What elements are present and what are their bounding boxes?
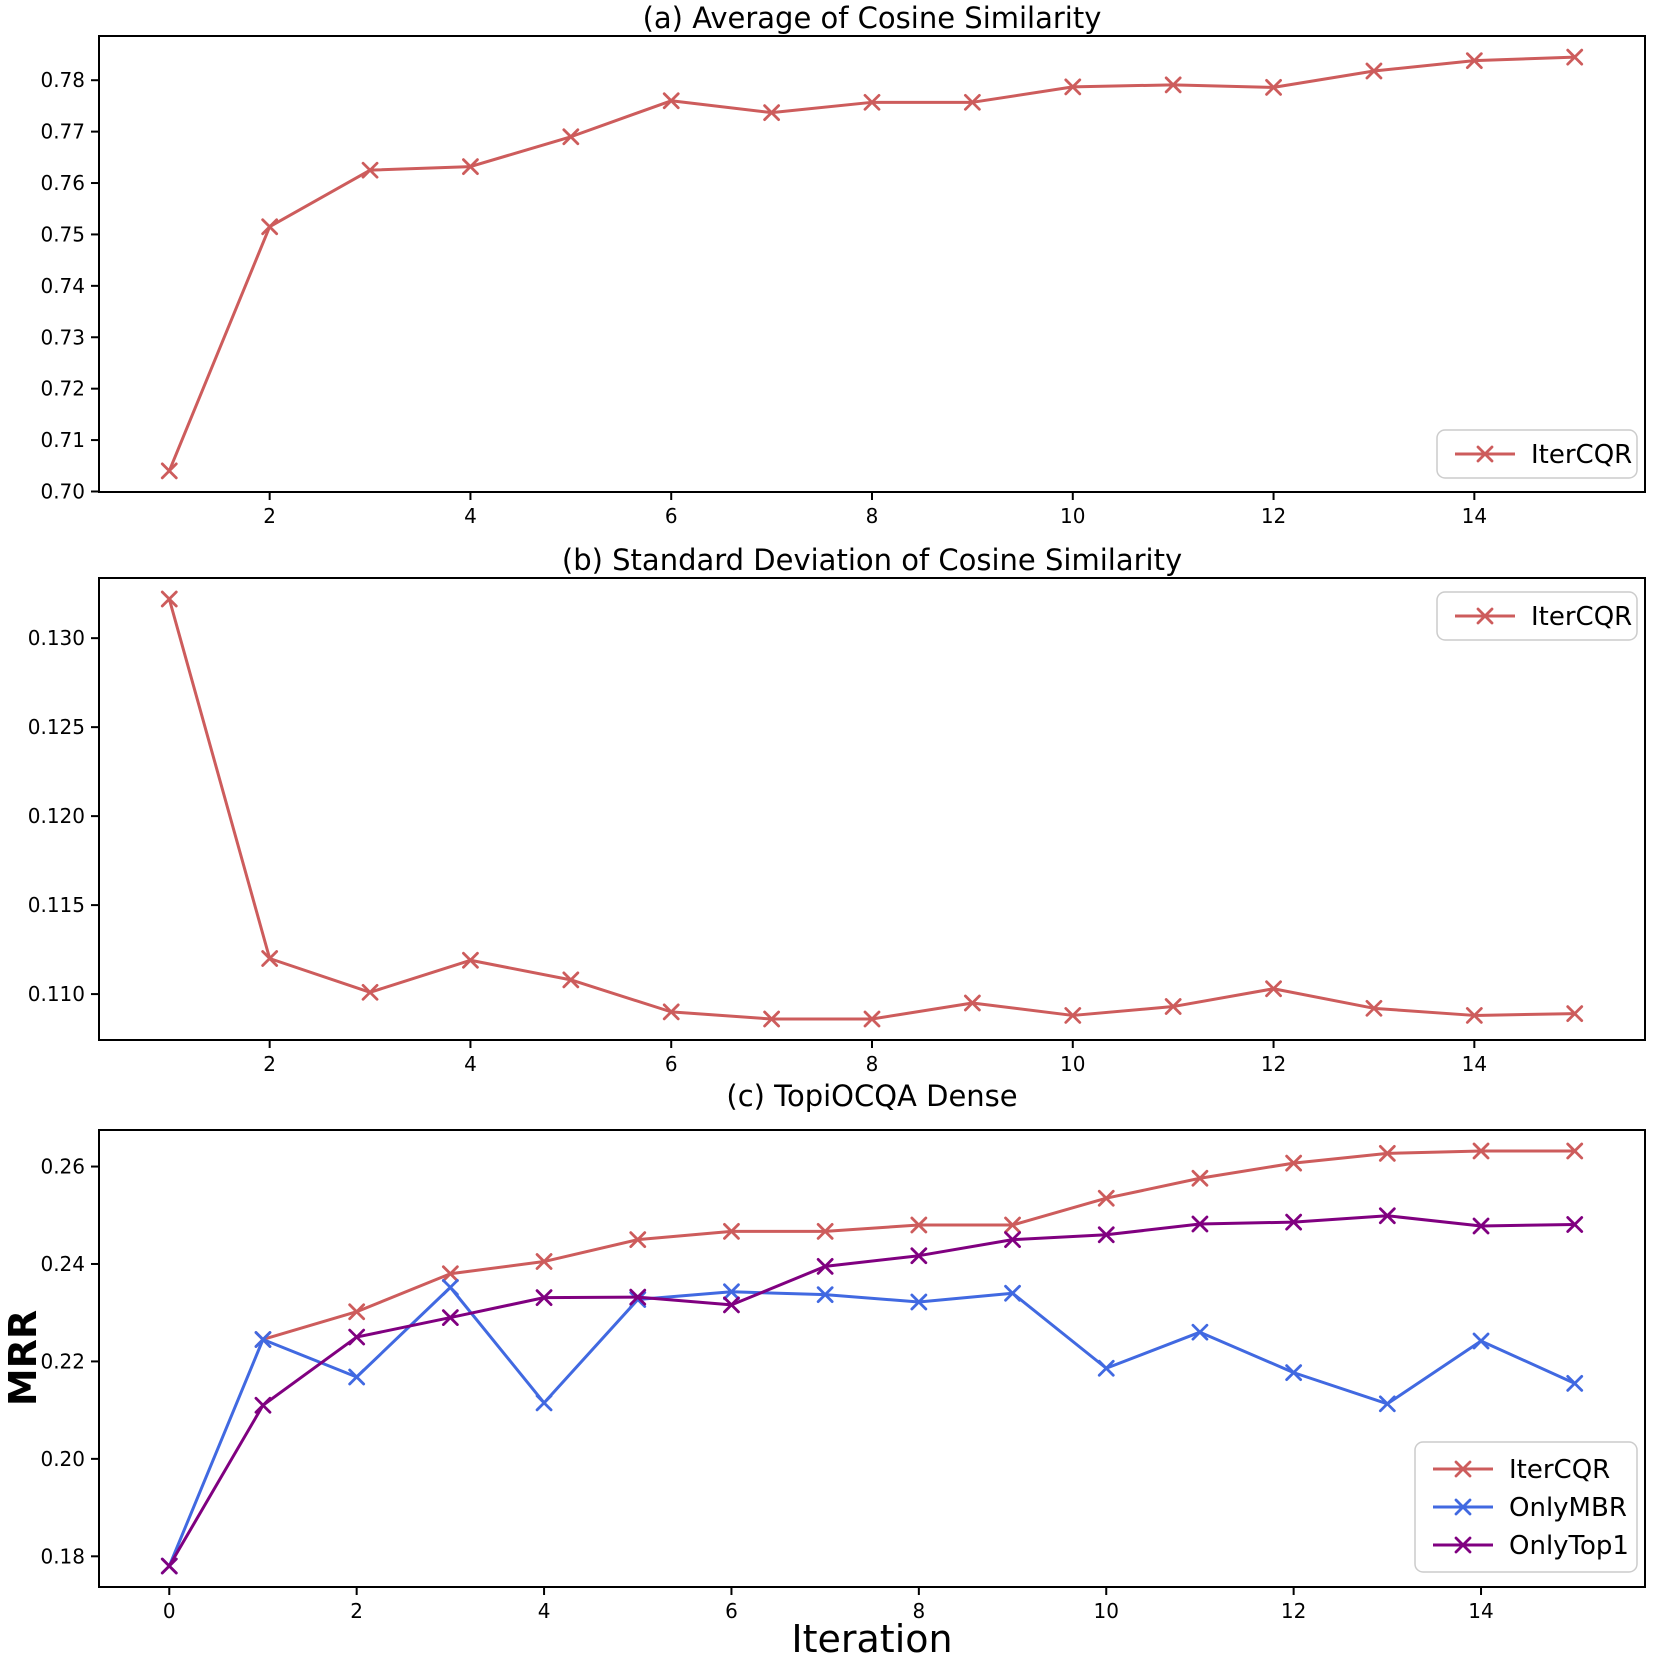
x-tick-label: 14 <box>1468 1599 1494 1623</box>
x-tick-label: 14 <box>1461 1052 1488 1076</box>
y-tick-label: 0.20 <box>40 1446 85 1471</box>
y-tick-label: 0.18 <box>40 1544 85 1569</box>
legend <box>1415 1442 1637 1572</box>
x-tick-label: 8 <box>912 1599 926 1623</box>
x-tick-label: 2 <box>263 504 277 528</box>
y-tick-label: 0.74 <box>40 273 85 298</box>
y-tick-label: 0.24 <box>40 1251 85 1276</box>
chart-a-title: (a) Average of Cosine Similarity <box>642 1 1102 35</box>
y-tick-label: 0.73 <box>40 325 85 350</box>
x-tick-label: 14 <box>1461 504 1488 528</box>
x-tick-label: 2 <box>263 1052 277 1076</box>
y-tick-label: 0.75 <box>40 222 85 247</box>
legend-label: IterCQR <box>1531 440 1633 470</box>
x-tick-label: 12 <box>1280 1599 1307 1623</box>
legend-label: IterCQR <box>1509 1455 1611 1485</box>
x-tick-label: 2 <box>350 1599 364 1623</box>
x-tick-label: 4 <box>537 1599 551 1623</box>
x-tick-label: 8 <box>865 504 879 528</box>
y-tick-label: 0.110 <box>27 982 85 1007</box>
legend-label: IterCQR <box>1531 602 1633 632</box>
x-tick-label: 12 <box>1260 1052 1287 1076</box>
legend <box>1437 592 1637 640</box>
y-tick-label: 0.115 <box>27 893 85 918</box>
y-tick-label: 0.70 <box>40 479 85 504</box>
y-tick-label: 0.26 <box>40 1154 85 1179</box>
chart-c-title: (c) TopiOCQA Dense <box>726 1079 1018 1113</box>
x-tick-label: 8 <box>865 1052 879 1076</box>
legend-label: OnlyMBR <box>1509 1493 1627 1523</box>
x-tick-label: 10 <box>1060 1052 1086 1076</box>
x-tick-label: 4 <box>464 504 477 528</box>
x-tick-label: 10 <box>1060 504 1086 528</box>
y-tick-label: 0.125 <box>27 715 85 740</box>
x-tick-label: 0 <box>162 1599 176 1623</box>
y-tick-label: 0.130 <box>27 626 85 651</box>
x-tick-label: 12 <box>1260 504 1287 528</box>
y-tick-label: 0.77 <box>40 119 85 144</box>
x-tick-label: 4 <box>464 1052 477 1076</box>
y-tick-label: 0.78 <box>40 68 85 93</box>
y-tick-label: 0.71 <box>40 428 85 453</box>
chart-b-title: (b) Standard Deviation of Cosine Similarity <box>561 543 1183 577</box>
y-tick-label: 0.22 <box>40 1349 85 1374</box>
x-tick-label: 6 <box>664 504 678 528</box>
x-tick-label: 6 <box>664 1052 678 1076</box>
y-tick-label: 0.76 <box>40 171 85 196</box>
legend-label: OnlyTop1 <box>1509 1531 1629 1561</box>
x-tick-label: 10 <box>1093 1599 1119 1623</box>
y-axis-label-mrr: MRR <box>1 1309 45 1407</box>
y-tick-label: 0.72 <box>40 376 85 401</box>
legend <box>1437 430 1637 478</box>
y-tick-label: 0.120 <box>27 804 85 829</box>
x-axis-label-iteration: Iteration <box>791 1617 953 1661</box>
x-tick-label: 6 <box>725 1599 738 1623</box>
